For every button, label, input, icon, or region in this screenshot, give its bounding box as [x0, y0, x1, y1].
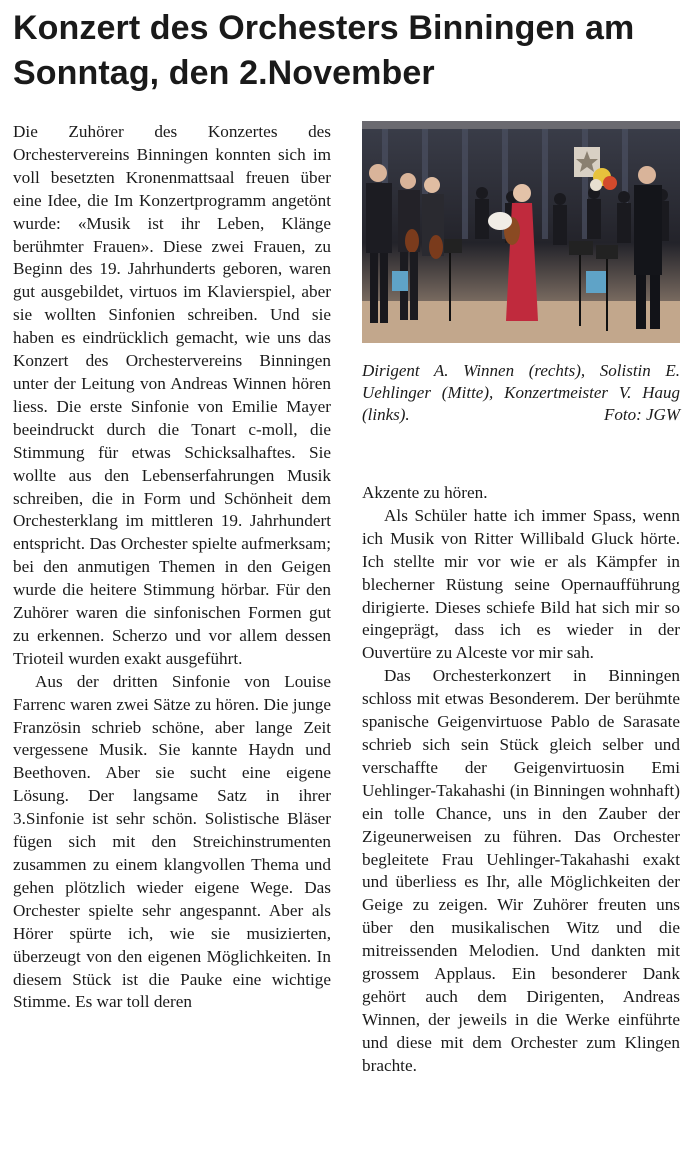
paragraph-gluck: Als Schüler hatte ich immer Spass, wenn ich Musik von Ritter Willibald Gluck hörte. Ich stellte mir vor wie er als Kämpfer in blecherner Rüstung seine Opernaufführung dirigierte. Dieses schiefe Bild hat sich mir so eingeprägt, dass ich es wieder in der Ouvertüre zu Alceste vor mir sah. — [362, 505, 680, 663]
article-column-left — [13, 121, 331, 1014]
caption-text: Dirigent A. Winnen (rechts), Solistin E. Uehlinger (Mitte), Konzertmeister V. Haug (links). — [362, 361, 680, 424]
paragraph-intro: Die Zuhörer des Konzertes des Orchestervereins Binningen konnten sich im voll besetzten Kronenmattsaal freuen über eine Idee, die Im Konzertprogramm angetönt wurde: «Musik ist ihr Leben, Klänge berühmter Frauen». Diese zwei Frauen, zu Beginn des 19. Jahrhunderts geboren, waren gut ausgebildet, virtuos im Klavierspiel, aber sie wollten Sinfonien schreiben. Und sie haben es eindrücklich gemacht, wie uns das Konzert des Orchestervereins Binningen unter der Leitung von Andreas Winnen hören liess. Die erste Sinfonie von Emilie Mayer beeindruckt durch die Tonart c-moll, die Stimmung für etwas Schicksalhaftes. Sie wollte aus den Lebenserfahrungen Musik schreiben, die in Form und Schönheit dem Orchesterklang im mittleren 19. Jahrhundert entspricht. Das Orchester spielte aufmerksam; bei den anmutigen Themen in den Geigen wurde die heitere Stimmung hörbar. Für den Zuhörer waren die sinfonischen Formen gut zu erkennen. Scherzo und vor allem dessen Trioteil wurden exakt ausgeführt. — [13, 122, 331, 668]
concert-photo — [362, 121, 680, 343]
photo-caption — [362, 360, 680, 426]
paragraph-sarasate: Das Orchesterkonzert in Binningen schloss mit etwas Besonderem. Der berühmte spanische Geigenvirtuose Pablo de Sarasate schrieb sich sein Stück gleich selber und verschaffte der Geigenvirtuosin Emi Uehlinger-Takahashi (in Binningen wohnhaft) ein tolle Chance, uns in den Zauber der Zigeunerweisen zu führen. Das Orchester begleitete Frau Uehlinger-Takahashi exakt und überliess es Ihr, alle Möglichkeiten der Geige zu zeigen. Wir Zuhörer freuten uns über den musikalischen Witz und die mitreissenden Melodien. Und dankten mit grossem Applaus. Ein besonderer Dank gehört auch dem Dirigenten, Andreas Winnen, der jeweils in die Werke einführte und diese mit dem Orchester zum Klingen brachte. — [362, 666, 680, 1075]
photo-credit: Foto: JGW — [603, 405, 680, 424]
article-headline: Konzert des Orchesters Binningen am Sonntag, den 2.November — [13, 9, 635, 92]
paragraph-continuation: Akzente zu hören. — [362, 483, 488, 502]
article-column-right — [362, 482, 680, 1078]
paragraph-farrenc: Aus der dritten Sinfonie von Louise Farrenc waren zwei Sätze zu hören. Die junge Französin schrieb schöne, aber lange Zeit vergessene Musik. Sie kannte Haydn und Beethoven. Aber sie sucht eine eigene Lösung. Der langsame Satz in ihrer 3.Sinfonie ist sehr schön. Solistische Bläser fügen sich mit den Streichinstrumenten zusammen zu einem klangvollen Thema und gehen plötzlich wieder eigene Wege. Das Orchester spielte sehr angespannt. Aber als Hörer spürte ich, wie sie musizierten, überzeugt von den eigenen Möglichkeiten. In diesem Stück ist die Pauke eine wichtige Stimme. Es war toll deren — [13, 671, 331, 1012]
concert-photo-icon — [362, 121, 680, 343]
